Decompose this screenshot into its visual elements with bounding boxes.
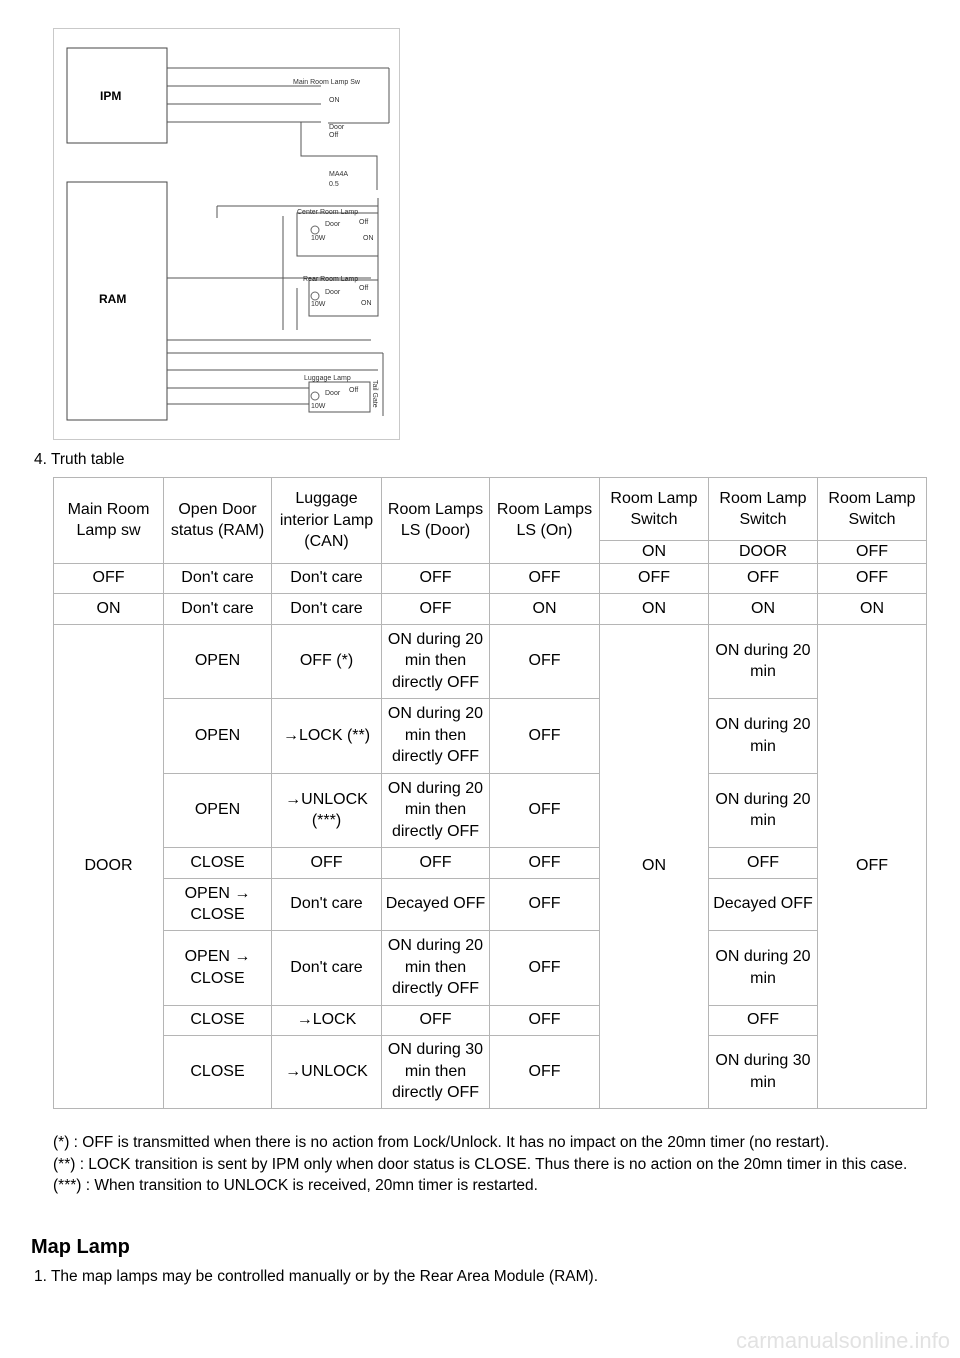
footnote-2: (**) : LOCK transition is sent by IPM only when door status is CLOSE. Thus there is no action on the 20mn timer in this case. <box>53 1155 908 1173</box>
center-lamp-on: ON <box>363 235 374 242</box>
connector-label: MA4A <box>329 171 349 178</box>
header-room-lamp-switch-on: Room Lamp Switch <box>600 478 709 541</box>
table-cell: ON during 20 min <box>709 698 818 773</box>
luggage-lamp-door: Door <box>325 390 341 397</box>
table-cell: ON during 20 min then directly OFF <box>382 698 490 773</box>
rear-lamp-watt: 10W <box>311 301 326 308</box>
header-luggage-interior-lamp: Luggage interior Lamp (CAN) <box>272 478 382 564</box>
header-room-lamp-switch-door: Room Lamp Switch <box>709 478 818 541</box>
door-switch-off-cell: OFF <box>818 624 927 1108</box>
door-mode-cell: DOOR <box>54 624 164 1108</box>
table-cell: Don't care <box>164 593 272 624</box>
table-cell: OFF <box>490 698 600 773</box>
table-cell: OPEN <box>164 624 272 698</box>
table-cell: OFF <box>490 563 600 593</box>
table-cell: ON <box>818 593 927 624</box>
table-cell: OPEN → CLOSE <box>164 930 272 1005</box>
footnote-1: (*) : OFF is transmitted when there is no action from Lock/Unlock. It has no impact on the 20mn timer (no restart). <box>53 1134 830 1151</box>
switch-off-label: Off <box>329 132 339 139</box>
luggage-lamp-off: Off <box>349 387 359 394</box>
table-cell: OFF <box>490 1035 600 1108</box>
table-cell: OFF <box>709 847 818 878</box>
center-lamp-label: Center Room Lamp <box>297 209 359 216</box>
truth-table <box>53 477 927 1109</box>
table-row <box>54 1035 927 1108</box>
table-cell: CLOSE <box>164 1005 272 1035</box>
table-row <box>54 563 927 593</box>
table-row <box>54 698 927 773</box>
header-room-lamps-ls-door: Room Lamps LS (Door) <box>382 478 490 564</box>
table-row <box>54 930 927 1005</box>
table-cell: CLOSE <box>164 1035 272 1108</box>
table-cell: →UNLOCK (***) <box>272 773 382 847</box>
ram-label: RAM <box>99 292 127 306</box>
table-cell: →LOCK <box>272 1005 382 1035</box>
table-cell: OFF <box>709 1005 818 1035</box>
table-cell: OFF <box>490 847 600 878</box>
table-cell: →UNLOCK <box>272 1035 382 1108</box>
table-cell: ON during 20 min then directly OFF <box>382 930 490 1005</box>
table-cell: ON during 20 min <box>709 624 818 698</box>
switch-on-label: ON <box>329 97 340 104</box>
table-cell: ON during 20 min then directly OFF <box>382 624 490 698</box>
table-cell: OFF <box>818 563 927 593</box>
center-lamp-door: Door <box>325 221 341 228</box>
switch-door-label: Door <box>329 124 345 131</box>
table-cell: Don't care <box>272 593 382 624</box>
table-cell: OFF <box>272 847 382 878</box>
subheader-door: DOOR <box>709 541 818 564</box>
footnote-3: (***) : When transition to UNLOCK is received, 20mn timer is restarted. <box>53 1177 538 1194</box>
header-main-room-lamp-sw: Main Room Lamp sw <box>54 478 164 564</box>
main-switch-label: Main Room Lamp Sw <box>293 79 360 86</box>
table-cell: OPEN → CLOSE <box>164 878 272 930</box>
table-cell: OFF <box>490 878 600 930</box>
table-row <box>54 773 927 847</box>
table-cell: OFF <box>490 624 600 698</box>
rear-lamp-door: Door <box>325 289 341 296</box>
map-lamp-heading: Map Lamp <box>31 1236 130 1258</box>
table-row <box>54 624 927 698</box>
table-cell: ON during 20 min <box>709 773 818 847</box>
truth-table-heading: 4. Truth table <box>34 451 125 468</box>
table-cell: OFF <box>382 847 490 878</box>
watermark: carmanualsonline.info <box>735 1328 950 1353</box>
subheader-off: OFF <box>818 541 927 564</box>
table-cell: OFF <box>382 563 490 593</box>
table-row <box>54 878 927 930</box>
table-cell: Don't care <box>272 563 382 593</box>
table-cell: ON <box>54 593 164 624</box>
rear-lamp-label: Rear Room Lamp <box>303 276 359 283</box>
door-switch-on-cell: ON <box>600 624 709 1108</box>
rear-lamp-off: Off <box>359 285 369 292</box>
table-cell: →LOCK (**) <box>272 698 382 773</box>
table-cell: Don't care <box>272 930 382 1005</box>
table-cell: ON <box>490 593 600 624</box>
table-cell: OFF <box>490 930 600 1005</box>
header-room-lamp-switch-off: Room Lamp Switch <box>818 478 927 541</box>
table-cell: Don't care <box>272 878 382 930</box>
table-cell: Decayed OFF <box>709 878 818 930</box>
center-lamp-watt: 10W <box>311 235 326 242</box>
table-cell: Decayed OFF <box>382 878 490 930</box>
table-row <box>54 847 927 878</box>
table-cell: OFF <box>490 773 600 847</box>
luggage-lamp-watt: 10W <box>311 403 326 410</box>
table-cell: ON during 30 min then directly OFF <box>382 1035 490 1108</box>
header-open-door-status: Open Door status (RAM) <box>164 478 272 564</box>
center-lamp-off: Off <box>359 219 369 226</box>
wire-size-label: 0.5 <box>329 181 339 188</box>
table-cell: OPEN <box>164 698 272 773</box>
table-row <box>54 593 927 624</box>
table-cell: OFF (*) <box>272 624 382 698</box>
table-cell: ON during 30 min <box>709 1035 818 1108</box>
luggage-lamp-label: Luggage Lamp <box>304 375 351 382</box>
table-cell: OPEN <box>164 773 272 847</box>
footnotes <box>53 1132 925 1197</box>
map-lamp-step-1: 1. The map lamps may be controlled manually or by the Rear Area Module (RAM). <box>34 1268 598 1285</box>
table-cell: ON <box>709 593 818 624</box>
header-room-lamps-ls-on: Room Lamps LS (On) <box>490 478 600 564</box>
tailgate-label: Tail Gate <box>371 380 378 408</box>
wiring-diagram <box>53 28 400 440</box>
table-cell: ON <box>600 593 709 624</box>
table-cell: OFF <box>600 563 709 593</box>
table-cell: ON during 20 min <box>709 930 818 1005</box>
table-cell: ON during 20 min then directly OFF <box>382 773 490 847</box>
table-cell: Don't care <box>164 563 272 593</box>
table-cell: OFF <box>382 593 490 624</box>
subheader-on: ON <box>600 541 709 564</box>
table-row <box>54 1005 927 1035</box>
ipm-label: IPM <box>100 89 122 103</box>
table-cell: OFF <box>54 563 164 593</box>
table-cell: CLOSE <box>164 847 272 878</box>
table-cell: OFF <box>490 1005 600 1035</box>
table-cell: OFF <box>382 1005 490 1035</box>
table-cell: OFF <box>709 563 818 593</box>
rear-lamp-on: ON <box>361 300 372 307</box>
